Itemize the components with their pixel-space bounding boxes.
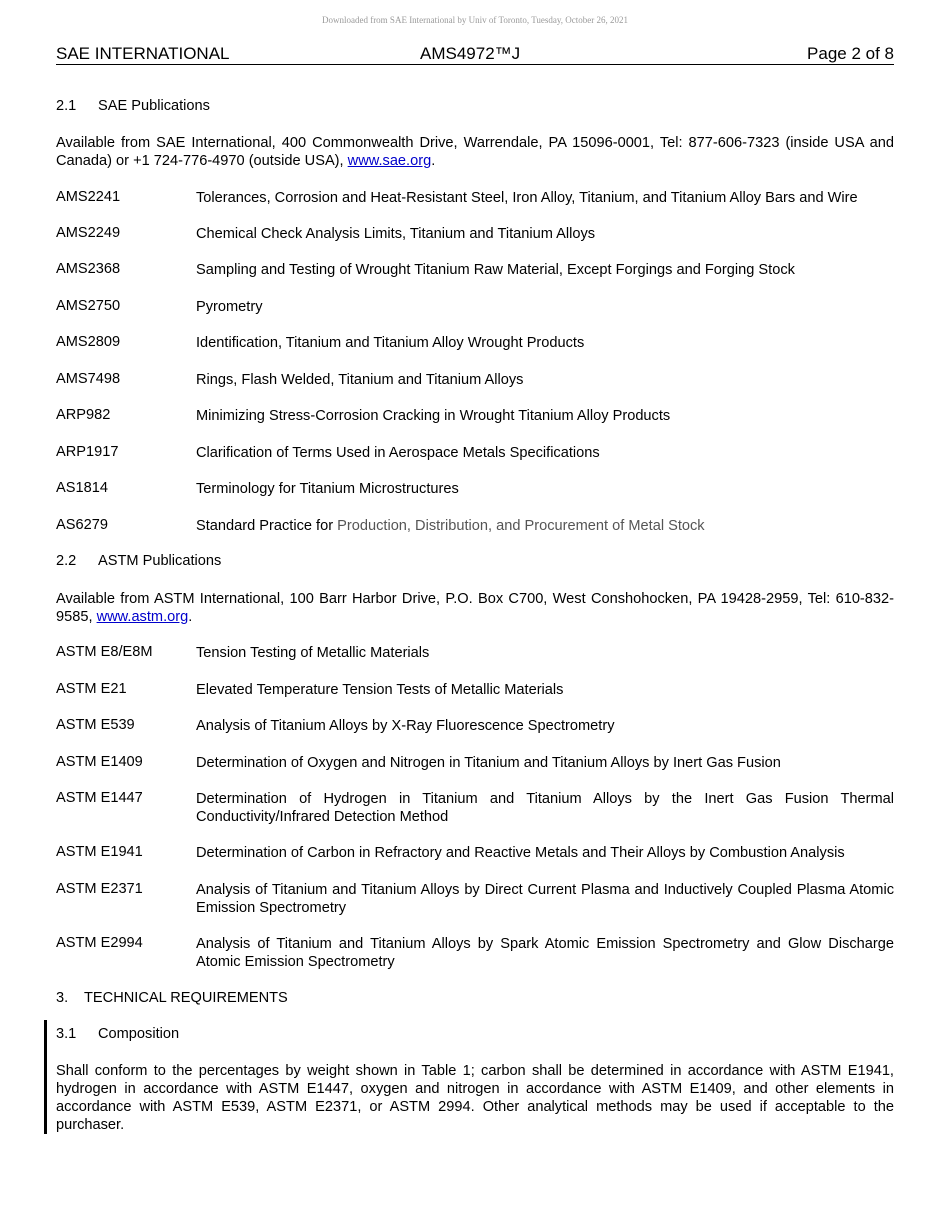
reference-title: Determination of Carbon in Refractory and Reactive Metals and Their Alloys by Combustion Analysis bbox=[196, 845, 845, 861]
reference-title: Clarification of Terms Used in Aerospace Metals Specifications bbox=[196, 445, 600, 461]
section-title: Composition bbox=[98, 1026, 180, 1042]
revision-change-bar bbox=[44, 1020, 47, 1134]
sae-link[interactable]: www.sae.org bbox=[347, 153, 432, 169]
reference-title: Rings, Flash Welded, Titanium and Titanium Alloys bbox=[196, 372, 524, 388]
section-number: 2.2 bbox=[56, 553, 77, 569]
section-heading-astm bbox=[56, 553, 221, 569]
reference-code: ASTM E2371 bbox=[56, 881, 143, 897]
section-title: TECHNICAL REQUIREMENTS bbox=[84, 990, 288, 1006]
section-number: 3.1 bbox=[56, 1026, 77, 1042]
reference-title: Determination of Hydrogen in Titanium and Titanium Alloys by the Inert Gas Fusion Thermal Conductivity/Infrared Detection Method bbox=[196, 791, 894, 825]
reference-title: Identification, Titanium and Titanium Alloy Wrought Products bbox=[196, 335, 585, 351]
section-number: 3. bbox=[56, 990, 69, 1006]
reference-code: ASTM E8/E8M bbox=[56, 644, 153, 660]
reference-title: Minimizing Stress-Corrosion Cracking in Wrought Titanium Alloy Products bbox=[196, 408, 671, 424]
download-watermark: Downloaded from SAE International by Univ of Toronto, Tuesday, October 26, 2021 bbox=[321, 15, 629, 25]
reference-code: AMS2241 bbox=[56, 189, 121, 205]
section-title: SAE Publications bbox=[98, 98, 210, 114]
reference-title: Analysis of Titanium and Titanium Alloys by Direct Current Plasma and Inductively Coupled Plasma Atomic Emission Spectrometry bbox=[196, 882, 894, 916]
section-number: 2.1 bbox=[56, 98, 77, 114]
reference-title: Tolerances, Corrosion and Heat-Resistant Steel, Iron Alloy, Titanium, and Titanium Alloy Bars and Wire bbox=[196, 190, 858, 206]
sae-availability: Available from SAE International, 400 Commonwealth Drive, Warrendale, PA 15096-0001, Tel: 877-606-7323 (inside USA and Canada) or +1 724-776-4970 (outside USA), www.sae.org. bbox=[56, 135, 894, 169]
reference-code: ASTM E1941 bbox=[56, 844, 143, 860]
reference-code: AS6279 bbox=[56, 517, 108, 533]
page-header bbox=[56, 44, 894, 65]
reference-title: Standard Practice for Production, Distribution, and Procurement of Metal Stock bbox=[196, 518, 705, 534]
reference-title: Terminology for Titanium Microstructures bbox=[196, 481, 459, 497]
reference-title: Sampling and Testing of Wrought Titanium Raw Material, Except Forgings and Forging Stock bbox=[196, 262, 795, 278]
reference-code: AS1814 bbox=[56, 480, 108, 496]
reference-code: ASTM E539 bbox=[56, 717, 135, 733]
reference-title: Analysis of Titanium Alloys by X-Ray Fluorescence Spectrometry bbox=[196, 718, 615, 734]
reference-code: AMS2249 bbox=[56, 225, 121, 241]
section-heading-technical-requirements bbox=[56, 990, 288, 1006]
header-page-number: Page 2 of 8 bbox=[807, 44, 894, 63]
section-title: ASTM Publications bbox=[98, 553, 222, 569]
reference-title: Determination of Oxygen and Nitrogen in Titanium and Titanium Alloys by Inert Gas Fusion bbox=[196, 755, 781, 771]
reference-code: AMS2368 bbox=[56, 261, 121, 277]
reference-code: ASTM E2994 bbox=[56, 935, 143, 951]
reference-code: AMS7498 bbox=[56, 371, 121, 387]
reference-code: ARP982 bbox=[56, 407, 111, 423]
reference-title: Analysis of Titanium and Titanium Alloys by Spark Atomic Emission Spectrometry and Glow Discharge Atomic Emission Spectrometry bbox=[196, 936, 894, 970]
reference-code: ASTM E1409 bbox=[56, 754, 143, 770]
header-org: SAE INTERNATIONAL bbox=[56, 44, 230, 63]
astm-link[interactable]: www.astm.org bbox=[96, 609, 189, 625]
header-doc-id: AMS4972™J bbox=[420, 44, 521, 63]
reference-title: Pyrometry bbox=[196, 299, 263, 315]
reference-code: AMS2750 bbox=[56, 298, 121, 314]
reference-code: ASTM E21 bbox=[56, 681, 127, 697]
composition-paragraph: Shall conform to the percentages by weight shown in Table 1; carbon shall be determined in accordance with ASTM E1941, hydrogen in accordance with ASTM E1447, oxygen and nitrogen in accordance with ASTM E1409, and other elements in accordance with ASTM E539, ASTM E2371, or ASTM 2994. Other analytical methods may be used if acceptable to the purchaser. bbox=[56, 1063, 894, 1133]
reference-title: Chemical Check Analysis Limits, Titanium and Titanium Alloys bbox=[196, 226, 596, 242]
astm-availability: Available from ASTM International, 100 Barr Harbor Drive, P.O. Box C700, West Conshohocken, PA 19428-2959, Tel: 610-832-9585, www.astm.org. bbox=[56, 591, 894, 625]
reference-code: ARP1917 bbox=[56, 444, 119, 460]
reference-code: ASTM E1447 bbox=[56, 790, 143, 806]
reference-title: Elevated Temperature Tension Tests of Metallic Materials bbox=[196, 682, 564, 698]
reference-title: Tension Testing of Metallic Materials bbox=[196, 645, 430, 661]
section-heading-composition bbox=[56, 1026, 179, 1042]
section-heading-sae bbox=[56, 98, 210, 114]
reference-code: AMS2809 bbox=[56, 334, 121, 350]
